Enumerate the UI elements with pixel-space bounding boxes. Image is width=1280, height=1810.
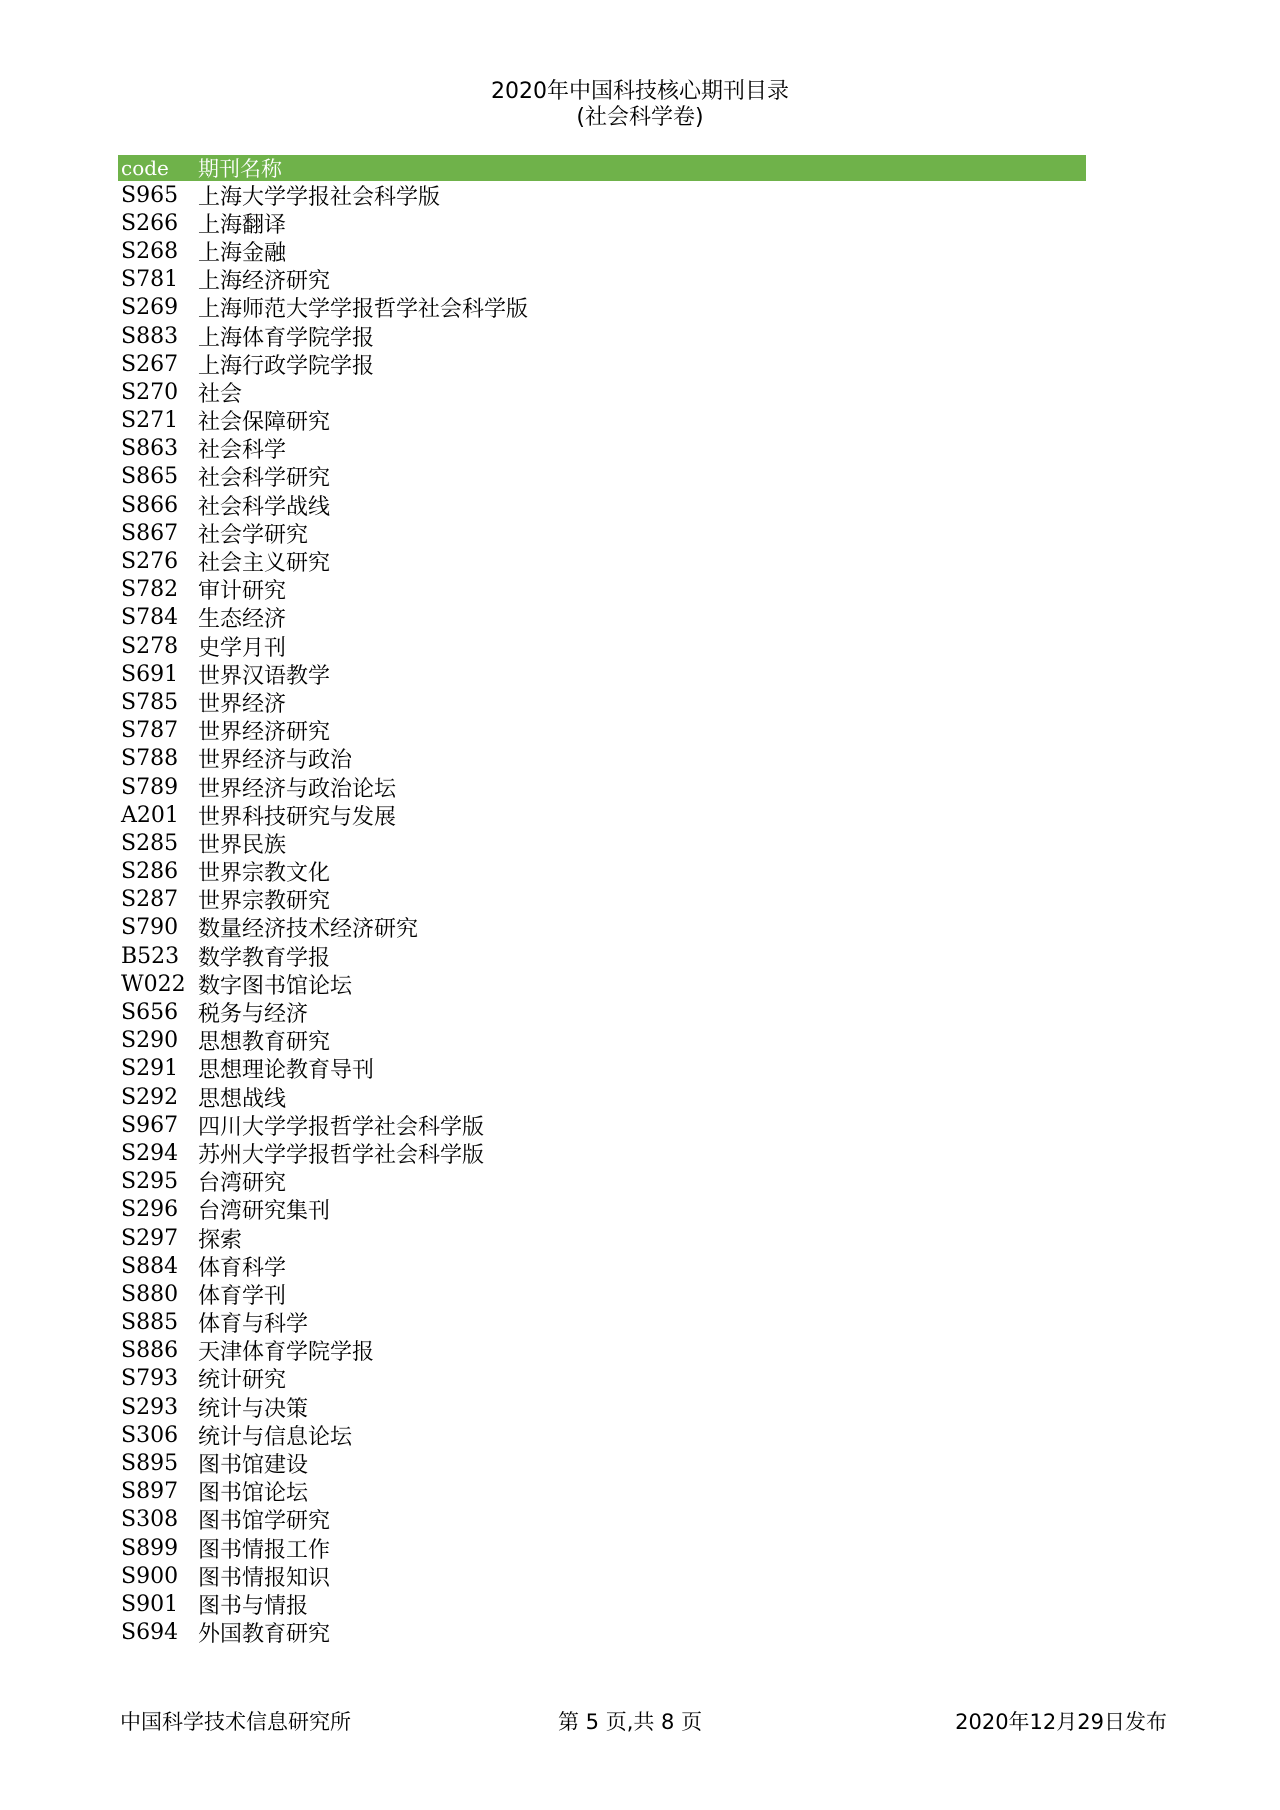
journal-name: 社会	[198, 381, 243, 407]
table-row	[118, 717, 1086, 745]
journal-name: 世界民族	[198, 832, 287, 858]
table-row	[118, 1083, 1086, 1111]
journal-code: S296	[121, 1197, 179, 1223]
journal-code: S787	[121, 718, 179, 744]
journal-name: 上海行政学院学报	[198, 353, 375, 379]
table-row	[118, 970, 1086, 998]
table-row	[118, 1562, 1086, 1590]
journal-name: 审计研究	[198, 579, 287, 605]
table-row	[118, 181, 1086, 209]
table-row	[118, 1111, 1086, 1139]
journal-code: S781	[121, 267, 179, 293]
table-row	[118, 1055, 1086, 1083]
table-row	[118, 942, 1086, 970]
table-row	[118, 858, 1086, 886]
journal-code: S306	[121, 1422, 179, 1448]
journal-code: S901	[121, 1591, 179, 1617]
journal-code: S291	[121, 1056, 179, 1082]
journal-name: 社会科学战线	[198, 494, 331, 520]
journal-code: S965	[121, 182, 179, 208]
journal-code: S880	[121, 1281, 179, 1307]
table-row	[118, 773, 1086, 801]
table-row	[118, 1619, 1086, 1647]
journal-code: S782	[121, 577, 179, 603]
journal-name: 数学教育学报	[198, 945, 331, 971]
table-row	[118, 378, 1086, 406]
journal-code: S886	[121, 1338, 179, 1364]
journal-name: 上海体育学院学报	[198, 325, 375, 351]
journal-name: 图书与情报	[198, 1593, 309, 1619]
table-row	[118, 1139, 1086, 1167]
journal-code: S276	[121, 549, 179, 575]
journal-code: S884	[121, 1253, 179, 1279]
table-row	[118, 660, 1086, 688]
journal-name: 图书馆论坛	[198, 1481, 309, 1507]
journal-code: S266	[121, 210, 179, 236]
footer-page-number: 第 5 页,共 8 页	[558, 1710, 703, 1734]
journal-code: S270	[121, 379, 179, 405]
table-row	[118, 1506, 1086, 1534]
table-row	[118, 294, 1086, 322]
journal-code: S656	[121, 1000, 179, 1026]
table-body	[118, 181, 1086, 1647]
journal-name: 统计与决策	[198, 1396, 309, 1422]
journal-name: 统计研究	[198, 1368, 287, 1394]
journal-name: 上海大学学报社会科学版	[198, 184, 441, 210]
journal-code: S292	[121, 1084, 179, 1110]
table-row	[118, 1224, 1086, 1252]
journal-code: S865	[121, 464, 179, 490]
journal-code: S268	[121, 238, 179, 264]
journal-name: 世界经济	[198, 691, 287, 717]
journal-name: 图书情报知识	[198, 1565, 331, 1591]
journal-name: 台湾研究集刊	[198, 1199, 331, 1225]
journal-code: S867	[121, 520, 179, 546]
journal-code: S269	[121, 295, 179, 321]
journal-code: S287	[121, 887, 179, 913]
journal-code: S297	[121, 1225, 179, 1251]
journal-name: 世界宗教文化	[198, 861, 331, 887]
journal-code: S785	[121, 689, 179, 715]
journal-name: 图书馆学研究	[198, 1509, 331, 1535]
journal-name: 统计与信息论坛	[198, 1424, 353, 1450]
journal-code: S899	[121, 1535, 179, 1561]
journal-code: B523	[121, 943, 180, 969]
table-row	[118, 1168, 1086, 1196]
journal-code: S793	[121, 1366, 179, 1392]
table-row	[118, 491, 1086, 519]
journal-name: 史学月刊	[198, 635, 287, 661]
journal-name: 体育科学	[198, 1255, 287, 1281]
journal-name: 台湾研究	[198, 1171, 287, 1197]
journal-name: 体育学刊	[198, 1283, 287, 1309]
journal-name: 世界宗教研究	[198, 889, 331, 915]
journal-code: S278	[121, 633, 179, 659]
journal-code: S295	[121, 1169, 179, 1195]
journal-name: 世界经济与政治	[198, 748, 353, 774]
table-row	[118, 1309, 1086, 1337]
table-header-row	[118, 155, 1086, 181]
journal-name: 图书馆建设	[198, 1453, 309, 1479]
journal-name: 数字图书馆论坛	[198, 973, 353, 999]
journal-name: 苏州大学学报哲学社会科学版	[198, 1142, 485, 1168]
journal-code: S790	[121, 915, 179, 941]
journal-name: 世界汉语教学	[198, 663, 331, 689]
table-row	[118, 886, 1086, 914]
column-header-code: code	[121, 156, 169, 180]
journal-name: 图书情报工作	[198, 1537, 331, 1563]
journal-code: S784	[121, 605, 179, 631]
table-row	[118, 1534, 1086, 1562]
journal-code: S691	[121, 661, 179, 687]
table-row	[118, 801, 1086, 829]
table-row	[118, 1393, 1086, 1421]
table-row	[118, 463, 1086, 491]
table-row	[118, 350, 1086, 378]
table-row	[118, 745, 1086, 773]
journal-code: S788	[121, 746, 179, 772]
table-row	[118, 237, 1086, 265]
journal-name: 社会保障研究	[198, 410, 331, 436]
journal-name: 上海师范大学学报哲学社会科学版	[198, 297, 529, 323]
journal-name: 税务与经济	[198, 1002, 309, 1028]
journal-name: 天津体育学院学报	[198, 1340, 375, 1366]
journal-code: S789	[121, 774, 179, 800]
table-row	[118, 1449, 1086, 1477]
journal-code: S866	[121, 492, 179, 518]
journal-code: S294	[121, 1140, 179, 1166]
table-row	[118, 435, 1086, 463]
journal-table	[118, 155, 1086, 1647]
journal-code: A201	[121, 802, 179, 828]
journal-name: 思想教育研究	[198, 1030, 331, 1056]
journal-code: S285	[121, 830, 179, 856]
journal-code: S293	[121, 1394, 179, 1420]
footer-publish-date: 2020年12月29日发布	[955, 1710, 1167, 1734]
journal-name: 上海翻译	[198, 212, 287, 238]
table-row	[118, 1421, 1086, 1449]
journal-name: 社会科学	[198, 438, 287, 464]
journal-code: S271	[121, 408, 179, 434]
table-row	[118, 1027, 1086, 1055]
table-row	[118, 1590, 1086, 1618]
journal-name: 生态经济	[198, 607, 287, 633]
journal-name: 世界经济研究	[198, 720, 331, 746]
table-row	[118, 209, 1086, 237]
journal-name: 体育与科学	[198, 1312, 309, 1338]
column-header-name: 期刊名称	[198, 157, 282, 181]
table-row	[118, 829, 1086, 857]
journal-name: 外国教育研究	[198, 1622, 331, 1648]
journal-code: S967	[121, 1112, 179, 1138]
journal-name: 四川大学学报哲学社会科学版	[198, 1114, 485, 1140]
journal-code: S286	[121, 859, 179, 885]
journal-code: S900	[121, 1563, 179, 1589]
table-row	[118, 914, 1086, 942]
table-row	[118, 266, 1086, 294]
journal-code: S895	[121, 1451, 179, 1477]
journal-name: 世界经济与政治论坛	[198, 776, 397, 802]
journal-code: S308	[121, 1507, 179, 1533]
table-row	[118, 576, 1086, 604]
journal-name: 社会学研究	[198, 522, 309, 548]
journal-code: S885	[121, 1310, 179, 1336]
table-row	[118, 1365, 1086, 1393]
table-row	[118, 1478, 1086, 1506]
journal-name: 社会主义研究	[198, 551, 331, 577]
journal-code: W022	[121, 971, 186, 997]
journal-code: S267	[121, 351, 179, 377]
journal-name: 上海金融	[198, 240, 287, 266]
journal-code: S897	[121, 1479, 179, 1505]
table-row	[118, 407, 1086, 435]
table-row	[118, 519, 1086, 547]
journal-code: S883	[121, 323, 179, 349]
table-row	[118, 632, 1086, 660]
table-row	[118, 322, 1086, 350]
table-row	[118, 998, 1086, 1026]
table-row	[118, 1252, 1086, 1280]
journal-name: 上海经济研究	[198, 269, 331, 295]
page-title: 2020年中国科技核心期刊目录	[491, 79, 789, 104]
table-row	[118, 604, 1086, 632]
journal-code: S694	[121, 1620, 179, 1646]
journal-name: 数量经济技术经济研究	[198, 917, 419, 943]
table-row	[118, 547, 1086, 575]
journal-name: 世界科技研究与发展	[198, 804, 397, 830]
table-row	[118, 1196, 1086, 1224]
journal-name: 思想战线	[198, 1086, 287, 1112]
table-row	[118, 688, 1086, 716]
table-row	[118, 1337, 1086, 1365]
page-subtitle: (社会科学卷)	[576, 105, 704, 130]
journal-name: 探索	[198, 1227, 243, 1253]
table-row	[118, 1280, 1086, 1308]
journal-name: 社会科学研究	[198, 466, 331, 492]
journal-name: 思想理论教育导刊	[198, 1058, 375, 1084]
footer-publisher: 中国科学技术信息研究所	[120, 1710, 351, 1734]
journal-code: S290	[121, 1028, 179, 1054]
journal-code: S863	[121, 436, 179, 462]
